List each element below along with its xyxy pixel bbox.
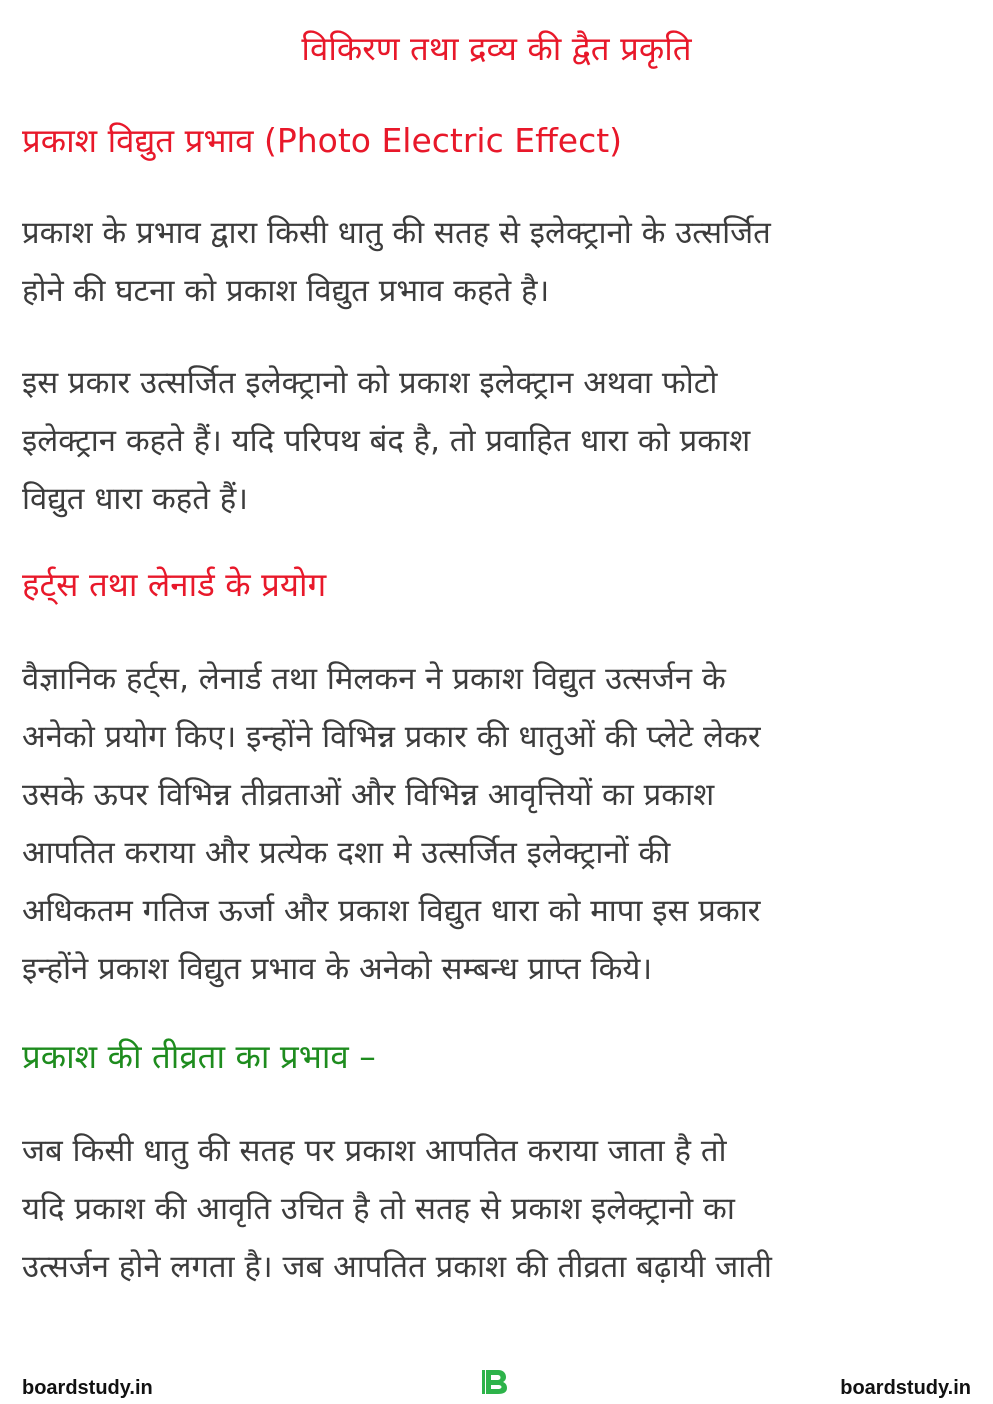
paragraph-definition [22,204,972,320]
text-line: इलेक्ट्रान कहते हैं। यदि परिपथ बंद है, तो प्रवाहित धारा को प्रकाश [22,423,751,459]
text-line: प्रकाश के प्रभाव द्वारा किसी धातु की सतह से इलेक्ट्रानो के उत्सर्जित [22,215,771,251]
text-line: आपतित कराया और प्रत्येक दशा मे उत्सर्जित इलेक्ट्रानों की [22,835,671,871]
section-heading-photoelectric-effect: प्रकाश विद्युत प्रभाव (Photo Electric Effect) [22,121,623,160]
text-line: होने की घटना को प्रकाश विद्युत प्रभाव कहते है। [22,273,550,309]
text-line: इन्होंने प्रकाश विद्युत प्रभाव के अनेको सम्बन्ध प्राप्त किये। [22,951,653,987]
text-line: विद्युत धारा कहते हैं। [22,481,248,517]
text-line: वैज्ञानिक हर्ट्स, लेनार्ड तथा मिलकन ने प्रकाश विद्युत उत्सर्जन के [22,661,726,697]
text-line: अनेको प्रयोग किए। इन्होंने विभिन्न प्रकार की धातुओं की प्लेटे लेकर [22,719,761,755]
footer-site-name-right: boardstudy.in [840,1377,971,1399]
text-line: यदि प्रकाश की आवृति उचित है तो सतह से प्रकाश इलेक्ट्रानो का [22,1191,735,1227]
paragraph-photo-electron [22,354,972,528]
boardstudy-b-logo-icon [480,1366,512,1398]
section-heading-intensity-effect: प्रकाश की तीव्रता का प्रभाव – [22,1037,376,1076]
text-line: अधिकतम गतिज ऊर्जा और प्रकाश विद्युत धारा को मापा इस प्रकार [22,893,761,929]
footer-site-name-left: boardstudy.in [22,1377,153,1399]
paragraph-experiments [22,650,972,998]
paragraph-intensity [22,1122,972,1296]
page-title: विकिरण तथा द्रव्य की द्वैत प्रकृति [301,29,692,68]
text-line: उसके ऊपर विभिन्न तीव्रताओं और विभिन्न आवृत्तियों का प्रकाश [22,777,715,813]
text-line: इस प्रकार उत्सर्जित इलेक्ट्रानो को प्रकाश इलेक्ट्रान अथवा फोटो [22,365,718,401]
section-heading-hertz-lenard-experiments: हर्ट्स तथा लेनार्ड के प्रयोग [22,565,327,604]
text-line: उत्सर्जन होने लगता है। जब आपतित प्रकाश की तीव्रता बढ़ायी जाती [22,1249,772,1285]
text-line: जब किसी धातु की सतह पर प्रकाश आपतित कराया जाता है तो [22,1133,727,1169]
